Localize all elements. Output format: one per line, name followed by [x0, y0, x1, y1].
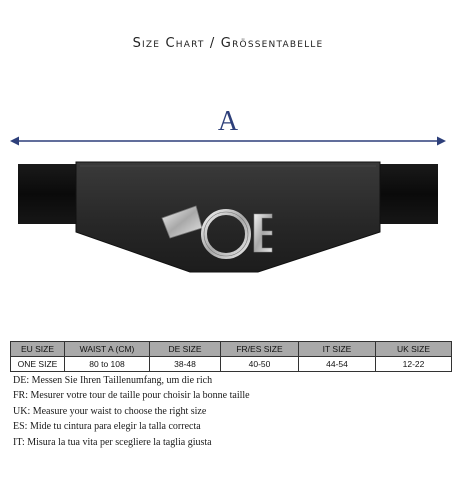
size-table-header-row	[11, 342, 452, 357]
size-chart-title: Size Chart / Grössentabelle	[132, 36, 324, 51]
cell-eu-size: ONE SIZE	[11, 357, 65, 372]
dimension-label: A	[217, 106, 239, 137]
cell-fr-es-size: 40-50	[221, 357, 299, 372]
measurement-instructions	[13, 373, 453, 450]
note-de: DE: Messen Sie Ihren Taillenumfang, um die rich	[13, 375, 213, 386]
header-de-size: DE SIZE	[150, 342, 221, 357]
note-es: ES: Mide tu cintura para elegir la talla correcta	[13, 421, 201, 433]
header-fr-es-size: FR/ES SIZE	[221, 342, 299, 357]
belt-image	[18, 150, 438, 275]
header-uk-size: UK SIZE	[376, 342, 452, 357]
note-fr: FR: Mesurer votre tour de taille pour choisir la bonne taille	[13, 390, 250, 402]
header-it-size: IT SIZE	[299, 342, 376, 357]
waist-measurement-arrow	[10, 133, 446, 149]
note-uk: UK: Measure your waist to choose the right size	[13, 405, 207, 417]
cell-it-size: 44-54	[299, 357, 376, 372]
cell-uk-size: 12-22	[376, 357, 452, 372]
cell-de-size: 38-48	[150, 357, 221, 372]
note-it: IT: Misura la tua vita per scegliere la taglia giusta	[13, 436, 212, 448]
cell-waist-a: 80 to 108	[65, 357, 150, 372]
table-row	[11, 357, 452, 372]
size-table	[10, 341, 452, 372]
header-waist-a: WAIST A (CM)	[65, 342, 150, 357]
header-eu-size: EU SIZE	[11, 342, 65, 357]
